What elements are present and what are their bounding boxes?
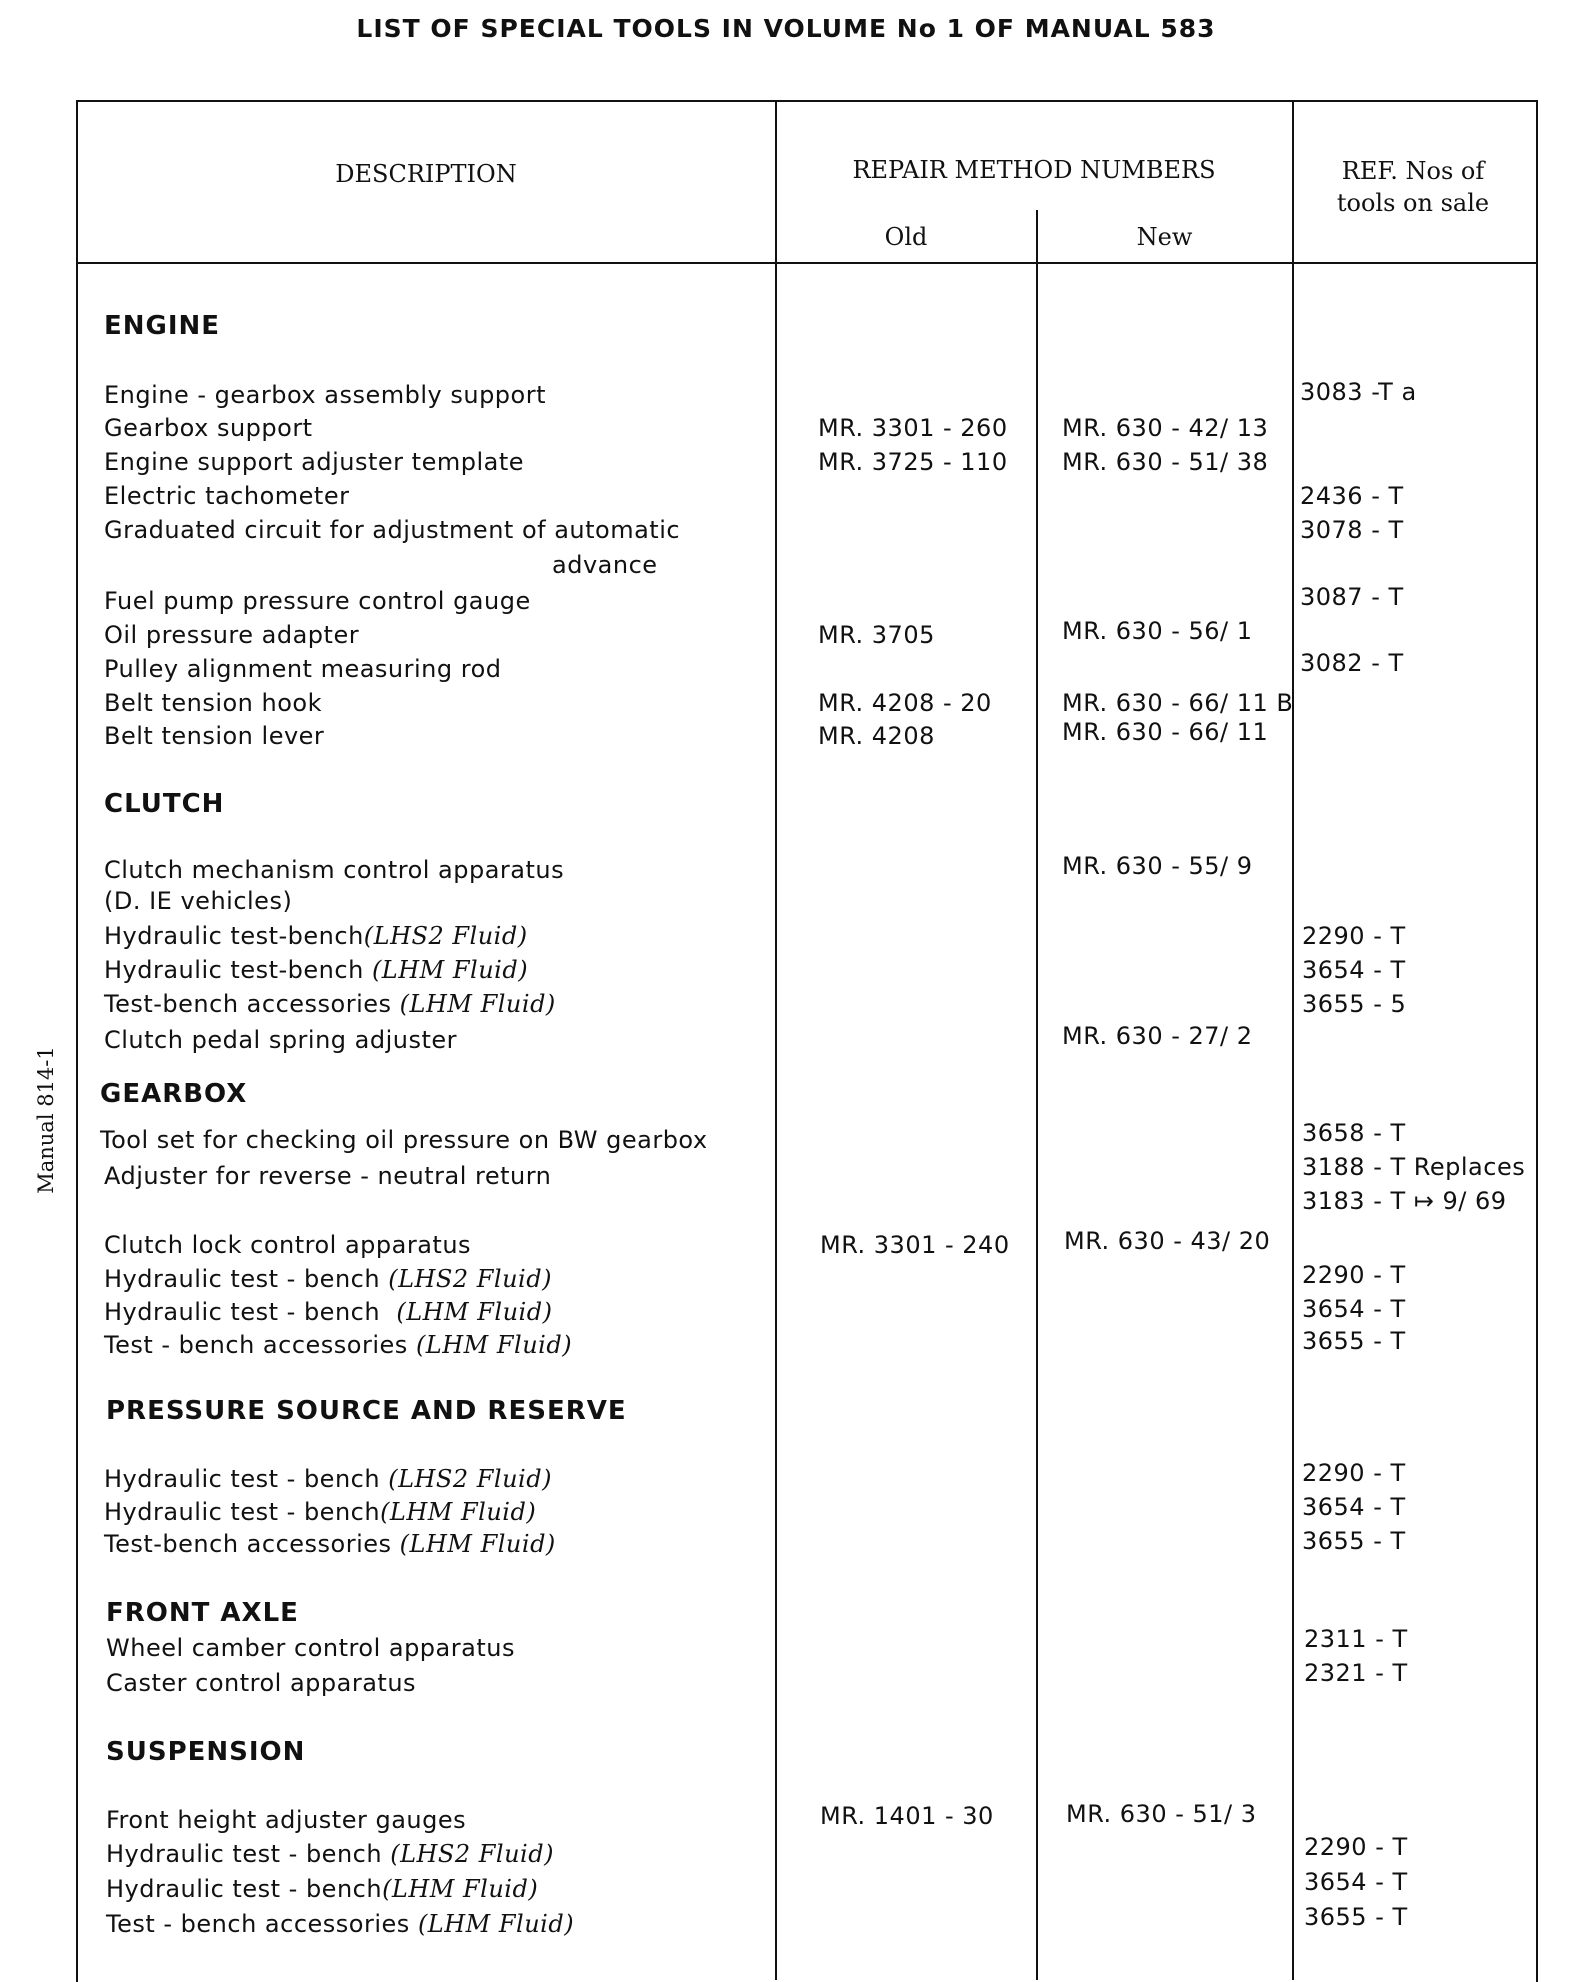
row-ref: 3183 - T ↦ 9/ 69 bbox=[1302, 1187, 1507, 1215]
table-row bbox=[0, 922, 1572, 956]
row-ref: 3188 - T Replaces bbox=[1302, 1153, 1526, 1181]
side-label: Manual 814-1 bbox=[34, 1046, 58, 1194]
row-ref: 3655 - T bbox=[1304, 1903, 1408, 1931]
row-new: MR. 630 - 66/ 11 B bbox=[1062, 689, 1294, 717]
row-ref: 3083 -T a bbox=[1300, 378, 1417, 406]
fluid-type: (LHM Fluid) bbox=[380, 1498, 537, 1526]
table-row bbox=[0, 956, 1572, 990]
table-row bbox=[0, 516, 1572, 550]
table-row bbox=[0, 1187, 1572, 1221]
row-description: Hydraulic test - bench (LHS2 Fluid) bbox=[106, 1840, 554, 1868]
row-ref: 3658 - T bbox=[1302, 1119, 1406, 1147]
row-description: Front height adjuster gauges bbox=[106, 1806, 467, 1834]
section-suspension: SUSPENSION bbox=[106, 1737, 306, 1767]
fluid-type: (LHS2 Fluid) bbox=[388, 1265, 552, 1293]
row-ref: 3654 - T bbox=[1302, 956, 1406, 984]
header-old: Old bbox=[884, 223, 928, 251]
row-description: Engine support adjuster template bbox=[104, 448, 524, 476]
row-ref: 2321 - T bbox=[1304, 1659, 1408, 1687]
row-description: Electric tachometer bbox=[104, 482, 350, 510]
row-ref: 3082 - T bbox=[1300, 649, 1404, 677]
fluid-type: (LHS2 Fluid) bbox=[388, 1465, 552, 1493]
row-description: Hydraulic test-bench(LHS2 Fluid) bbox=[104, 922, 528, 950]
row-old: MR. 4208 - 20 bbox=[818, 689, 992, 717]
fluid-type: (LHS2 Fluid) bbox=[363, 922, 528, 950]
row-old: MR. 1401 - 30 bbox=[820, 1802, 994, 1830]
header-new: New bbox=[1136, 223, 1193, 251]
row-description: Belt tension lever bbox=[104, 722, 325, 750]
row-description: Hydraulic test-bench (LHM Fluid) bbox=[104, 956, 529, 984]
row-ref: 3655 - T bbox=[1302, 1527, 1406, 1555]
row-old: MR. 3705 bbox=[818, 621, 935, 649]
header-ref-line2: tools on sale bbox=[1336, 189, 1490, 217]
row-ref: 2311 - T bbox=[1304, 1625, 1408, 1653]
fluid-type: (LHM Fluid) bbox=[399, 990, 556, 1018]
row-description: Hydraulic test - bench(LHM Fluid) bbox=[104, 1498, 537, 1526]
fluid-type: (LHM Fluid) bbox=[415, 1331, 573, 1359]
row-description: Hydraulic test - bench (LHM Fluid) bbox=[104, 1298, 553, 1326]
table-row bbox=[0, 1527, 1572, 1564]
table-row bbox=[0, 378, 1572, 415]
header-description: DESCRIPTION bbox=[335, 160, 517, 188]
section-pressure-source: PRESSURE SOURCE AND RESERVE bbox=[106, 1396, 627, 1426]
row-description: Caster control apparatus bbox=[106, 1669, 417, 1697]
row-new: MR. 630 - 51/ 3 bbox=[1066, 1800, 1257, 1828]
row-description: Fuel pump pressure control gauge bbox=[104, 587, 531, 615]
fluid-type: (LHM Fluid) bbox=[382, 1875, 539, 1903]
header-ref-line1: REF. Nos of bbox=[1341, 157, 1485, 185]
row-description: Test - bench accessories (LHM Fluid) bbox=[106, 1910, 575, 1938]
row-new: MR. 630 - 27/ 2 bbox=[1062, 1022, 1253, 1050]
table-row bbox=[0, 689, 1572, 723]
row-old: MR. 4208 bbox=[818, 722, 935, 750]
header-divider bbox=[76, 262, 1536, 264]
table-row bbox=[0, 551, 1572, 585]
row-ref: 3087 - T bbox=[1300, 583, 1404, 611]
row-description: Gearbox support bbox=[104, 414, 313, 442]
row-new: MR. 630 - 55/ 9 bbox=[1062, 852, 1253, 880]
row-ref: 2290 - T bbox=[1302, 1459, 1406, 1487]
table-row bbox=[0, 1327, 1572, 1365]
fluid-type: (LHM Fluid) bbox=[371, 956, 529, 984]
table-row bbox=[0, 414, 1572, 448]
row-description: Hydraulic test - bench (LHS2 Fluid) bbox=[104, 1265, 552, 1293]
row-new: MR. 630 - 56/ 1 bbox=[1062, 617, 1253, 645]
table-row bbox=[0, 1022, 1572, 1060]
row-description: Clutch mechanism control apparatus bbox=[104, 856, 565, 884]
row-new: MR. 630 - 66/ 11 bbox=[1062, 718, 1269, 746]
table-row bbox=[0, 1227, 1572, 1265]
row-description: Test-bench accessories (LHM Fluid) bbox=[104, 990, 556, 1018]
row-new: MR. 630 - 42/ 13 bbox=[1062, 414, 1269, 442]
row-description-continued: (D. IE vehicles) bbox=[104, 887, 293, 915]
table-row bbox=[0, 852, 1572, 890]
row-ref: 2436 - T bbox=[1300, 482, 1404, 510]
table-row bbox=[0, 1261, 1572, 1299]
row-description: Belt tension hook bbox=[104, 689, 322, 717]
section-clutch: CLUTCH bbox=[104, 789, 225, 819]
row-ref: 3654 - T bbox=[1302, 1493, 1406, 1521]
table-row bbox=[0, 583, 1572, 621]
table-row bbox=[0, 649, 1572, 689]
header-repair-method: REPAIR METHOD NUMBERS bbox=[852, 156, 1216, 184]
row-description: Graduated circuit for adjustment of automatic bbox=[104, 516, 681, 544]
row-description: Adjuster for reverse - neutral return bbox=[104, 1162, 552, 1190]
row-description: Hydraulic test - bench(LHM Fluid) bbox=[106, 1875, 539, 1903]
row-new: MR. 630 - 43/ 20 bbox=[1064, 1227, 1271, 1255]
fluid-type: (LHM Fluid) bbox=[396, 1298, 553, 1326]
table-row bbox=[0, 718, 1572, 756]
row-ref: 3655 - 5 bbox=[1302, 990, 1407, 1018]
row-ref: 3654 - T bbox=[1304, 1868, 1408, 1896]
section-engine: ENGINE bbox=[104, 311, 221, 341]
row-description: Oil pressure adapter bbox=[104, 621, 360, 649]
row-ref: 2290 - T bbox=[1304, 1833, 1408, 1861]
page-title: LIST OF SPECIAL TOOLS IN VOLUME No 1 OF MANUAL 583 bbox=[356, 14, 1216, 43]
section-gearbox: GEARBOX bbox=[100, 1079, 248, 1109]
row-description: Clutch pedal spring adjuster bbox=[104, 1026, 458, 1054]
row-description: Pulley alignment measuring rod bbox=[104, 655, 502, 683]
table-row bbox=[0, 482, 1572, 516]
section-front-axle: FRONT AXLE bbox=[106, 1598, 299, 1628]
row-ref: 2290 - T bbox=[1302, 922, 1406, 950]
row-description: Hydraulic test - bench (LHS2 Fluid) bbox=[104, 1465, 552, 1493]
table-row bbox=[0, 990, 1572, 1024]
row-old: MR. 3301 - 260 bbox=[818, 414, 1008, 442]
row-old: MR. 3725 - 110 bbox=[818, 448, 1008, 476]
table-row bbox=[0, 1659, 1572, 1703]
fluid-type: (LHM Fluid) bbox=[417, 1910, 575, 1938]
row-ref: 2290 - T bbox=[1302, 1261, 1406, 1289]
row-description: Engine - gearbox assembly support bbox=[104, 381, 546, 409]
row-ref: 3655 - T bbox=[1302, 1327, 1406, 1355]
fluid-type: (LHS2 Fluid) bbox=[390, 1840, 554, 1868]
row-description: Wheel camber control apparatus bbox=[106, 1634, 515, 1662]
row-new: MR. 630 - 51/ 38 bbox=[1062, 448, 1269, 476]
row-old: MR. 3301 - 240 bbox=[820, 1231, 1010, 1259]
row-description: Test - bench accessories (LHM Fluid) bbox=[104, 1331, 573, 1359]
row-description: Tool set for checking oil pressure on BW gearbox bbox=[100, 1126, 708, 1154]
row-description-continued: advance bbox=[552, 551, 658, 579]
table-row bbox=[0, 1903, 1572, 1944]
row-description: Test-bench accessories (LHM Fluid) bbox=[104, 1530, 556, 1558]
row-ref: 3654 - T bbox=[1302, 1295, 1406, 1323]
fluid-type: (LHM Fluid) bbox=[399, 1530, 556, 1558]
row-description: Clutch lock control apparatus bbox=[104, 1231, 472, 1259]
row-ref: 3078 - T bbox=[1300, 516, 1404, 544]
table-row bbox=[0, 887, 1572, 921]
table-row bbox=[0, 448, 1572, 482]
